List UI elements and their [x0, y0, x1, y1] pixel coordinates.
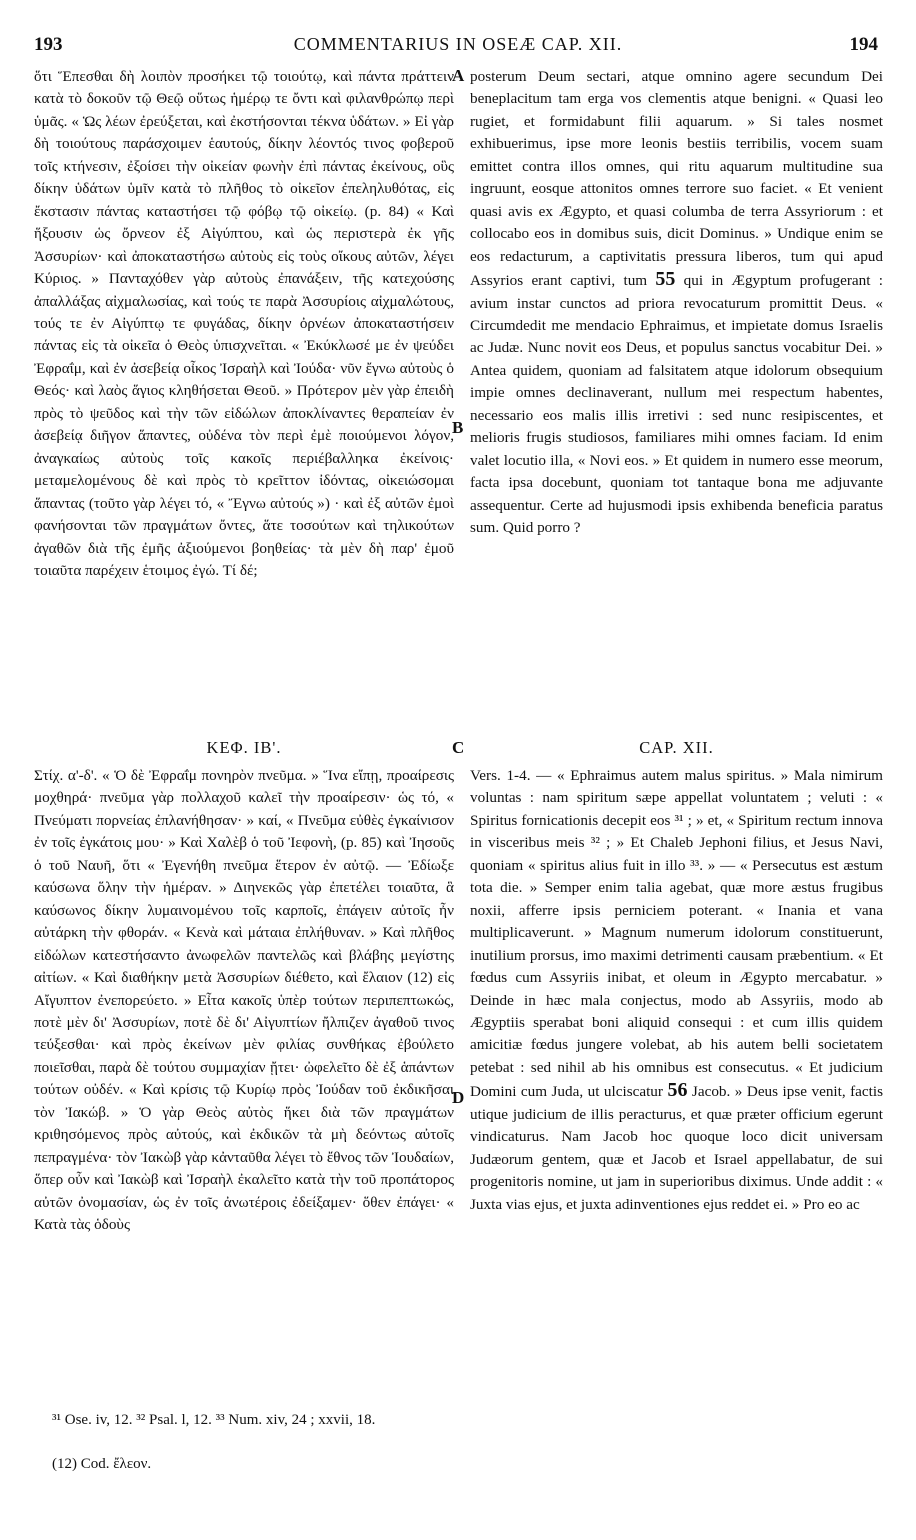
margin-letter-c: C: [452, 738, 465, 757]
footnote-references: ³¹ Ose. iv, 12. ³² Psal. l, 12. ³³ Num. xiv, 24 ; xxvii, 18.: [52, 1412, 376, 1428]
greek-chapter-heading: ΚΕΦ. ΙΒ'.: [206, 738, 282, 757]
latin-text-top: [470, 66, 883, 540]
latin-column-top: [470, 66, 883, 540]
latin-text-top-b: qui in Ægyptum profugerant : avium instar cunctos ad priora revocaturum promittit Deus. « Circumdedit me mendacio Ephraimus, et impietate domus Israelis ac Judæ. Nunc novit eos Deus, et populus sanctus vocabitur Dei. » Antea quidem, quoniam ad falsitatem atque idolorum obsequium impie omnes declinaverant, nullum mei respectum habentes, necessario eos malis illis irretivi : sed nunc resipiscentes, et melioris frugis studiosos, familiares mihi omnes faciam. Id enim valet locutio illa, « Novi eos. » Et quidem in numero esse meorum, facta ipsa docebunt, quoniam tot tantaque bona me adjuvante assequentur. Certe ad hujusmodi ipsis exhibenda beneficia paratus sum. Quid porro ?: [470, 272, 883, 537]
greek-text-top: ὅτι Ἕπεσθαι δὴ λοιπὸν προσήκει τῷ τοιούτῳ, καὶ πάντα πράττειν κατὰ τὸ δοκοῦν τῷ Θεῷ οὕτως ἡμέρῳ τε ὄντι καὶ φιλανθρώπῳ περὶ ὑμᾶς. « Ὡς λέων ἐρεύξεται, καὶ ἐκστήσονται τέκνα ὑδάτων. » Εἰ γὰρ δὴ τοιούτους παράσχοιμεν ἑαυτούς, δίκην λέοντός τινος φοβεροῦ τοῖς κτήνεσιν, ἐξοίσει τὴν οἰκείαν φωνὴν ἐπὶ πάντας ἐκείνους, οὓς δίκην ὑδάτων ὑμῖν κατὰ τὸ πλῆθος τὸ οἰκεῖον ἐπεληλυθότας, εἰς ἔκστασιν πάντας καταστήσει τῷ φόβῳ τῷ οἰκείῳ. (p. 84) « Καὶ ἥξουσιν ὡς ὄρνεον ἐξ Αἰγύπτου, καὶ ὡς περιστερὰ ἐκ γῆς Ἀσσυρίων· καὶ ἀποκαταστήσω αὐτοὺς εἰς τοὺς οἴκους αὐτῶν, λέγει Κύριος. » Πανταχόθεν γὰρ αὐτοὺς ἐπανάξειν, τῆς κατεχούσης ἀπαλλάξας αἰχμαλωσίας, καὶ τούς τε παρὰ Ἀσσυρίοις αἰχμαλώτους, τούς τε ἐν Αἰγύπτῳ τε φυγάδας, δίκην ὀρνέων ἀποκαταστήσειν πάντας εἰς τὰ οἰκεῖα ὁ Θεὸς ὑπισχνεῖται. « Ἐκύκλωσέ με ἐν ψεύδει Ἐφραΐμ, καὶ ἐν ἀσεβείᾳ οἶκος Ἰσραὴλ καὶ Ἰούδα· νῦν ἔγνω αὐτοὺς ὁ Θεός· καὶ λαὸς ἅγιος κληθήσεται Θεοῦ. » Πρότερον μὲν γὰρ ἐπειδὴ πρὸς τὸ ψεῦδος καὶ τὴν τῶν εἰδώλων ἀποκλίναντες θεραπείαν ἐν ἀσεβείᾳ διῆγον ἅπαντες, οὐδένα τὸν περὶ ἐμὲ ποιούμενοι λόγον, ἀναγκαίως αὐτοὺς τοῖς κακοῖς περιέβαλληκα ἐκείνοις· μεταμελομένους δὲ καὶ πρὸς τὸ κρεῖττον ἰδόντας, οἰκειώσομαι ἅπαντας (τοῦτο γὰρ λέγει τό, « Ἔγνω αὐτούς ») · καὶ ἐξ αὐτῶν ἐμοὶ φανήσονται τῶν πραγμάτων ὄντες, ἅτε τοσούτων καὶ τηλικούτων ἀγαθῶν διὰ τῆς ἐμῆς ἀξιούμενοι βοηθείας· τὰ μὲν δὴ παρ' ἐμοῦ τοιαῦτα παρέχειν ἑτοιμος ἐγώ. Τί δέ;: [34, 68, 454, 579]
latin-text-top-a: posterum Deum sectari, atque omnino agere secundum Dei beneplacitum tam erga vos clementis atque benigni. « Quasi leo rugiet, et formidabunt filii aquarum. » Si tales nosmet exhibuerimus, ipse more leonis bestiis terribilis, vocem suam emittet contra illos omnes, qui ritu aquarum multitudine sua ingruunt, eosque attonitos omnes terrore suo faciet. « Et venient quasi avis ex Ægypto, et quasi columba de terra Assyriorum : et collocabo eos in domibus suis, dicit Dominus. » Undique enim se eos redacturum, a captivitatis pressura liberos, tum qui apud Assyrios erant captivi, tum: [470, 68, 883, 290]
latin-column-bottom: [470, 765, 883, 1216]
margin-letter-a: A: [452, 66, 465, 85]
greek-column-bottom: [34, 765, 454, 1237]
latin-chapter-heading: CAP. XII.: [639, 738, 714, 757]
greek-text-bottom: Στίχ. α'-δ'. « Ὁ δὲ Ἐφραΐμ πονηρὸν πνεῦμα. » Ἵνα εἴπῃ, προαίρεσις μοχθηρά· πνεῦμα γὰρ πολλαχοῦ καλεῖ τὴν προαίρεσιν· ὡς τό, « Πνεύματι πορνείας ἐπλανήθησαν· » καί, « Πνεῦμα εὐθὲς ἐγκαίνισον ἐν τοῖς ἐγκάτοις μου· » Καὶ Χαλὲβ ὁ τοῦ Ἰεφονὴ, (p. 85) καὶ Ἰησοῦς ὁ τοῦ Ναυῆ, ὅτι « Ἐγενήθη πνεῦμα ἕτερον ἐν αὐτῷ. — Ἐδίωξε καύσωνα ὅλην τὴν ἡμέραν. » Διηνεκῶς γὰρ ἐπετέλει τοιαῦτα, ἃ καύσωνος δίκην λυμαινομένου τοῖς καρποῖς, ἐπάγειν αὐτοῖς ἦν αὐτάρκη τὴν φθοράν. « Κενὰ καὶ μάταια ἐπλήθυναν. » Καὶ πλῆθος εἰδώλων κατεστήσαντο ἀνωφελῶν παντελῶς καὶ βλάβης μεγίστης αἰτίων. « Καὶ διαθήκην μετὰ Ἀσσυρίων διέθετο, καὶ ἔλαιον (12) εἰς Αἴγυπτον ἐνεπορεύετο. » Εἶτα κακοῖς ὑπὲρ τούτων περιπεπτωκώς, ποτὲ μὲν δι' Ἀσσυρίων, ποτὲ δὲ δι' Αἰγυπτίων ἤλπιζεν ἀγαθοῦ τινος τεύξεσθαι· καὶ πρὸς ἐκείνων μὲν φιλίας συνθήκας ἐβούλετο ποιεῖσθαι, παρὰ δὲ τούτου συμμαχίαν ᾔτει· ὠφελεῖτο δὲ ἐξ ἁπάντων τούτων οὐδέν. « Καὶ κρίσις τῷ Κυρίῳ πρὸς Ἰούδαν τοῦ ἐκδικῆσαι τὸν Ἰακώβ. » Ὁ γὰρ Θεὸς αὐτὸς ἥκει διὰ τῶν πραγμάτων κριθησόμενος πρὸς αὐτούς, καὶ ἐκδικῶν τὰ μὴ δεόντως αὐτοῖς πεπραγμένα· τὸν Ἰακὼβ γὰρ κἀνταῦθα λέγει τὸ ἔθνος τῶν Ἰουδαίων, ὅπερ οὖν καὶ Ἰακὼβ καὶ Ἰσραὴλ ἐκαλεῖτο κατὰ τὴν τοῦ προπάτορος αὐτῶν ὀνομασίαν, ὡς ἐν τοῖς ἀνωτέροις ἐδείξαμεν· ὅθεν ἐπάγει· « Κατὰ τὰς ὁδοὺς: [34, 767, 454, 1234]
latin-text-bottom-a: Vers. 1-4. — « Ephraimus autem malus spiritus. » Mala nimirum voluntas : nam spiritum sæpe appellat voluntatem ; veluti : « Spiritus fornicationis decepit eos ³¹ ; » et, « Spiritum rectum innova in visceribus meis ³² ; » Et Chaleb Jephoni filius, et Jesus Navi, quoniam « spiritus alius fuit in illo ³³. » — « Persecutus est æstum tota die. » Semper enim talia agebat, quæ more æstus frugibus noxii, afferre ipsis perniciem poterant. « Inania et vana multiplicaverunt. » Magnum numerum idolorum constituerunt, inutilium prorsus, imo maximi detrimenti causam præbentium. « Et fœdus cum Assyriis inibat, et oleum in Ægypto mercabatur. » Deinde in hæc mala conjectus, modo ab Assyriis, modo ab Ægyptiis sperabat boni aliquid consequi : et cum illis quidem amicitiæ fœdus jungere volebat, ab his autem belli societatem petebat : sed nihil ab his omnibus est consecutus. « Et judicium Domini cum Juda, ut ulciscatur: [470, 767, 883, 1101]
greek-column-top: [34, 66, 454, 582]
latin-text-bottom: [470, 765, 883, 1216]
page-number-right: 194: [849, 34, 878, 55]
latin-text-bottom-b: Jacob. » Deus ipse venit, factis utique judicium de illis peracturus, et quæ præter officium egerunt vindicaturus. Nam Jacob hoc quoque loco dicit universam Judæorum gentem, quæ et Jacob et Israel appellabatur, de sui progenitoris nomine, ut jam in superioribus diximus. Unde addit : « Juxta vias ejus, et juxta adinventiones ejus reddet ei. » Pro eo ac: [470, 1083, 884, 1213]
running-header: [0, 34, 916, 60]
footnote-codex-note: (12) Cod. ἔλεον.: [52, 1456, 152, 1472]
running-title: COMMENTARIUS IN OSEÆ CAP. XII.: [293, 34, 623, 54]
page-number-left: 193: [34, 34, 63, 55]
column-number-55: 55: [655, 268, 676, 291]
margin-letter-b: B: [452, 418, 464, 437]
margin-letter-d: D: [452, 1088, 465, 1107]
column-number-56: 56: [667, 1079, 688, 1102]
